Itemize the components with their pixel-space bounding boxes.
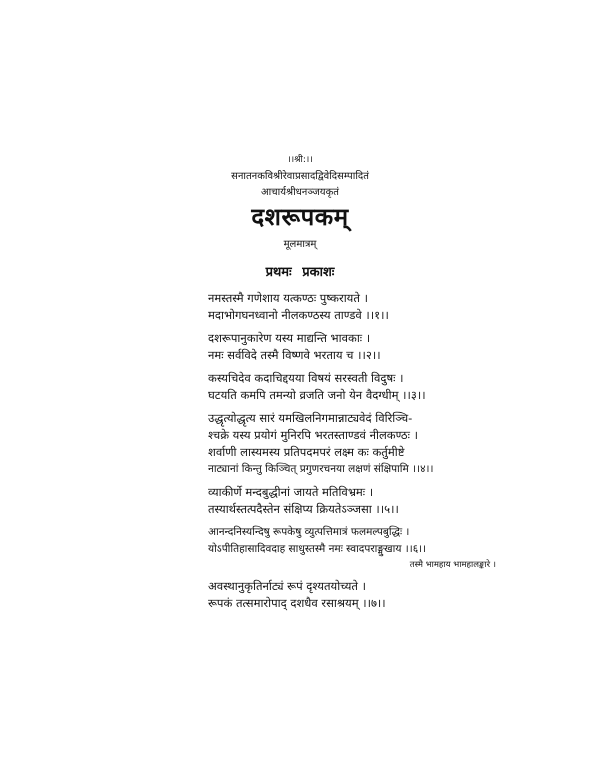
- verse-line: रूपकं तत्समारोपाद् दशधैव रसाश्रयम् ।।७।।: [208, 596, 386, 610]
- verse-3: [208, 370, 478, 404]
- verse-1: [208, 290, 478, 324]
- verse-6: [208, 524, 496, 572]
- author-credit: आचार्यश्रीधनञ्जयकृतं: [261, 187, 339, 198]
- verse-line: मदाभोगघनध्वानो नीलकण्ठस्य ताण्डवे ।।१।।: [208, 308, 389, 322]
- verse-line: दशरूपानुकारेण यस्य माद्यन्ति भावकाः ।: [208, 331, 371, 345]
- editor-credit: सनातनकविश्रीरेवाप्रसादद्विवेदिसम्पादितं: [231, 171, 369, 182]
- verse-line: शर्वाणी लास्यमस्य प्रतिपदमपरं लक्ष्म कः कर्तुमीष्टे: [208, 445, 405, 459]
- verse-line: कस्यचिदेव कदाचिद्दयया विषयं सरस्वती विदुषः ।: [208, 371, 404, 385]
- verse-line: योऽपीतिहासादिवदाह साधुस्तस्मै नमः स्वादपराङ्मुखाय ।।६।।: [208, 543, 427, 555]
- verse-list: [208, 290, 496, 618]
- chapter-heading: प्रथमः प्रकाशः: [265, 265, 335, 280]
- verse-5: [208, 484, 478, 518]
- verse-line: तस्यार्थस्तत्पदैस्तेन संक्षिप्य क्रियतेऽञ्जसा ।।५।।: [208, 502, 399, 516]
- verse-line: नमः सर्वविदे तस्मै विष्णवे भरताय च ।।२।।: [208, 348, 381, 362]
- verse-line: श्चक्रे यस्य प्रयोगं मुनिरपि भरतस्ताण्डवं नीलकण्ठः ।: [208, 428, 418, 442]
- verse-line: व्याकीर्णे मन्दबुद्धीनां जायते मतिविभ्रमः ।: [208, 485, 374, 499]
- verse-line: घटयति कमपि तमन्यो व्रजति जनो येन वैदग्धीम् ।।३।।: [208, 388, 426, 402]
- marginal-note: तस्मै भामहाय भामहालङ्कारे ।: [409, 560, 496, 570]
- invocation: ।।श्री:।।: [287, 155, 313, 165]
- verse-4: [208, 410, 478, 478]
- page-title: दशरूपकम्: [251, 203, 349, 231]
- verse-2: [208, 330, 478, 364]
- verse-line: नमस्तस्मै गणेशाय यत्कण्ठः पुष्करायते ।: [208, 291, 368, 305]
- verse-line: अवस्थानुकृतिर्नाट्यं रूपं दृश्यतयोच्यते ।: [208, 579, 366, 593]
- verse-line: नाट्यानां किन्तु किञ्चित् प्रगुणरचनया लक्षणं संक्षिपामि ।।४।।: [208, 463, 434, 475]
- verse-line: आनन्दनिस्यन्दिषु रूपकेषु व्युत्पत्तिमात्रं फलमल्पबुद्धिः ।: [208, 526, 410, 538]
- subtitle: मूलमात्रम्: [283, 239, 317, 250]
- verse-line: उद्धृत्योद्धृत्य सारं यमखिलनिगमान्नाट्यवेदं विरिञ्चि-: [208, 411, 413, 425]
- verse-7: [208, 578, 478, 612]
